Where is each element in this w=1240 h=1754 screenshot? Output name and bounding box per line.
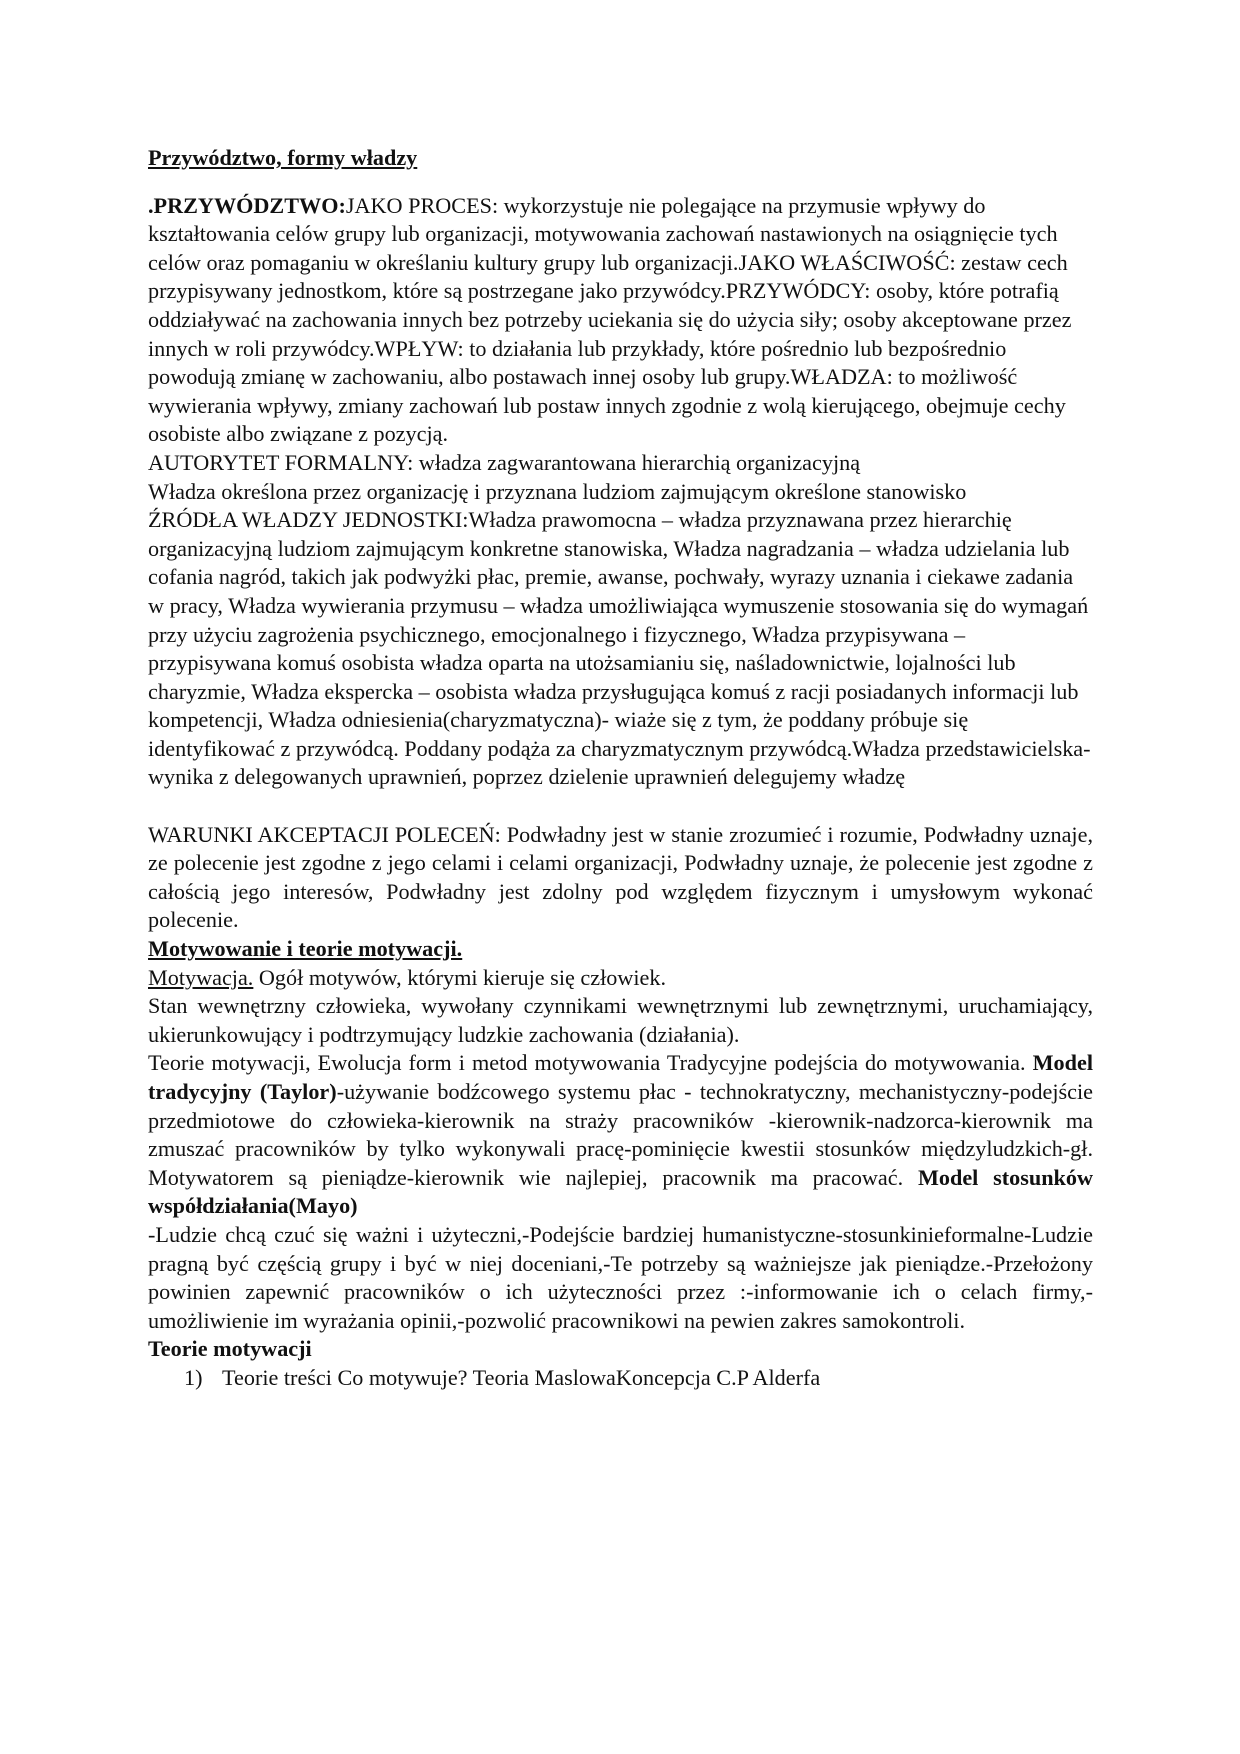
list-item-text: Teorie treści Co motywuje? Teoria MaslowaKoncepcja C.P Alderfa [222,1364,821,1390]
traditional-model-text: -używanie bodźcowego systemu płac - technokratyczny, mechanistyczny-podejście przedmiotowe do człowieka-kierownik na straży pracowników -kierownik-nadzorca-kierownik ma zmuszać pracowników by tylko wykonywali pracę-pominięcie kwestii stosunków międzyludzkich-gł. Motywatorem są pieniądze-kierownik wie najlepiej, pracownik ma pracować. [148,1079,1093,1190]
motivation-definition-paragraph [148,964,1093,993]
list-item-number: 1) [184,1364,203,1390]
inner-state-paragraph: Stan wewnętrzny człowieka, wywołany czynnikami wewnętrznymi lub zewnętrznymi, uruchamiający, ukierunkowujący i podtrzymujący ludzkie zachowania (działania). [148,993,1093,1047]
motivation-section-heading: Motywowanie i teorie motywacji. [148,936,463,962]
theories-list [148,1364,1093,1393]
cooperation-model-term: Model stosunków współdziałania(Mayo) [148,1164,1093,1219]
motivation-definition-text: Ogół motywów, którymi kieruje się człowiek. [253,964,667,990]
paragraph-spacer [148,792,1093,821]
document-page [148,144,1093,1393]
motivation-term: Motywacja. [148,964,254,990]
power-sources-paragraph: ŹRÓDŁA WŁADZY JEDNOSTKI:Władza prawomocna – władza przyznawana przez hierarchię organizacyjną ludziom zajmującym konkretne stanowiska, Władza nagradzania – władza udzielania lub cofania nagród, takich jak podwyżki płac, premie, awanse, pochwały, wyrazy uznania i ciekawe zadania w pracy, Władza wywierania przymusu – władza umożliwiająca wymuszenie stosowania się do wymagań przy użyciu zagrożenia psychicznego, emocjonalnego i fizycznego, Władza przypisywana – przypisywana komuś osobista władza oparta na utożsamianiu się, naśladownictwie, lojalności lub charyzmie, Władza ekspercka – osobista władza przysługująca komuś z racji posiadanych informacji lub kompetencji, Władza odniesienia(charyzmatyczna)- wiaże się z tym, że poddany próbuje się identyfikować z przywódcą. Poddany podąża za charyzmatycznym przywódcą.Władza przedstawicielska- wynika z delegowanych uprawnień, poprzez dzielenie uprawnień delegujemy władzę [148,507,1091,790]
leadership-definition-text: JAKO PROCES: wykorzystuje nie polegające na przymusie wpływy do kształtowania celów grupy lub organizacji, motywowania zachowań nastawionych na osiągnięcie tych celów oraz pomaganiu w określaniu kultury grupy lub organizacji.JAKO WŁAŚCIWOŚĆ: zestaw cech przypisywany jednostkom, które są postrzegane jako przywódcy.PRZYWÓDCY: osoby, które potrafią oddziaływać na zachowania innych bez potrzeby uciekania się do użycia siły; osoby akceptowane przez innych w roli przywódcy.WPŁYW: to działania lub przykłady, które pośrednio lub bezpośrednio powodują zmianę w zachowaniu, albo postawach innej osoby lub grupy.WŁADZA: to możliwość wywierania wpływy, zmiany zachowań lub postaw innych zgodnie z wolą kierującego, obejmuje cechy osobiste albo związane z pozycją. [148,192,1072,447]
document-title: Przywództwo, formy władzy [148,145,418,170]
authority-definition-paragraph: Władza określona przez organizację i przyznana ludziom zajmującym określone stanowisko [148,478,967,504]
traditional-model-term: Model tradycyjny (Taylor) [148,1050,1093,1104]
formal-authority-paragraph: AUTORYTET FORMALNY: władza zagwarantowana hierarchią organizacyjną [148,449,861,475]
models-intro-text: Teorie motywacji, Ewolucja form i metod motywowania Tradycyjne podejścia do motywowania. [148,1050,1033,1076]
motivation-models-paragraph [148,1049,1093,1221]
human-relations-paragraph: -Ludzie chcą czuć się ważni i użyteczni,-Podejście bardziej humanistyczne-stosunkinieformalne-Ludzie pragną być częścią grupy i być w niej doceniani,-Te potrzeby są ważniejsze jak pieniądze.-Przełożony powinien zapewnić pracowników o ich użyteczności przez :-informowanie ich o celach firmy,-umożliwienie im wyrażania opinii,-pozwolić pracownikowi na pewien zakres samokontroli. [148,1221,1093,1333]
leadership-lead-term: .PRZYWÓDZTWO: [148,192,346,218]
leadership-definition-paragraph [148,192,1093,449]
motivation-theories-heading: Teorie motywacji [148,1336,312,1362]
command-acceptance-paragraph: WARUNKI AKCEPTACJI POLECEŃ: Podwładny jest w stanie zrozumieć i rozumie, Podwładny uznaje, ze polecenie jest zgodne z jego celami i celami organizacji, Podwładny uznaje, że polecenie jest zgodne z całością jego interesów, Podwładny jest zdolny pod względem fizycznym i umysłowym wykonać polecenie. [148,821,1093,933]
list-item [148,1364,1093,1393]
